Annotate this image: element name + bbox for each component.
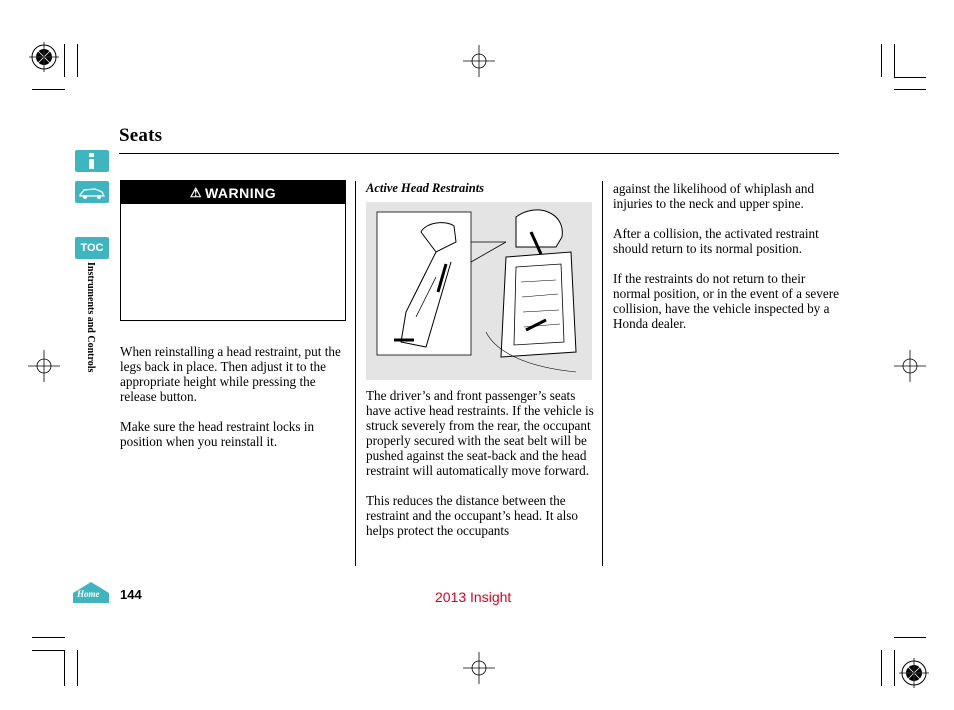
- page-number: 144: [120, 587, 142, 602]
- toc-button[interactable]: [75, 237, 109, 259]
- section-label: Instruments and Controls: [85, 262, 96, 373]
- lock-paragraph: Make sure the head restraint locks in position when you reinstall it.: [120, 419, 315, 449]
- warning-label: WARNING: [204, 184, 277, 201]
- figure-caption: Active Head Restraints: [366, 181, 485, 195]
- title-rule: [119, 153, 839, 154]
- active-restraints-paragraph: The driver’s and front passenger’s seats have active head restraints. If the vehicle is struck severely from the rear, the occupant properly secured with the seat belt will be pushed against the seat-back and the head restraint will automatically move forward.: [366, 388, 594, 478]
- column-divider: [355, 181, 356, 566]
- head-restraint-illustration: [366, 202, 592, 380]
- page-title: Seats: [119, 125, 163, 146]
- warning-triangle-icon: ⚠: [189, 184, 202, 200]
- info-icon[interactable]: [75, 150, 109, 172]
- warning-box: [120, 180, 346, 321]
- warning-header: [121, 181, 345, 204]
- column-3-text: [613, 181, 841, 346]
- distance-paragraph: This reduces the distance between the restraint and the occupant’s head. It also helps protect the occupants: [366, 493, 579, 538]
- column-1-text: [120, 344, 346, 464]
- registration-sunburst-icon: [29, 42, 59, 72]
- registration-sunburst-icon: [899, 658, 929, 688]
- home-label: Home: [77, 589, 100, 599]
- whiplash-paragraph: against the likelihood of whiplash and injuries to the neck and upper spine.: [613, 181, 815, 211]
- dealer-paragraph: If the restraints do not return to their normal position, or in the event of a severe collision, have the vehicle inspected by a Honda dealer.: [613, 271, 839, 331]
- footer-title: 2013 Insight: [435, 589, 512, 605]
- toc-label: TOC: [80, 242, 104, 254]
- reinstall-paragraph: When reinstalling a head restraint, put the legs back in place. Then adjust it to the appropriate height while pressing the release button.: [120, 344, 341, 404]
- car-icon[interactable]: [75, 181, 109, 203]
- home-button[interactable]: [72, 580, 110, 604]
- column-divider: [602, 181, 603, 566]
- after-collision-paragraph: After a collision, the activated restraint should return to its normal position.: [613, 226, 819, 256]
- column-2-text: [366, 388, 598, 553]
